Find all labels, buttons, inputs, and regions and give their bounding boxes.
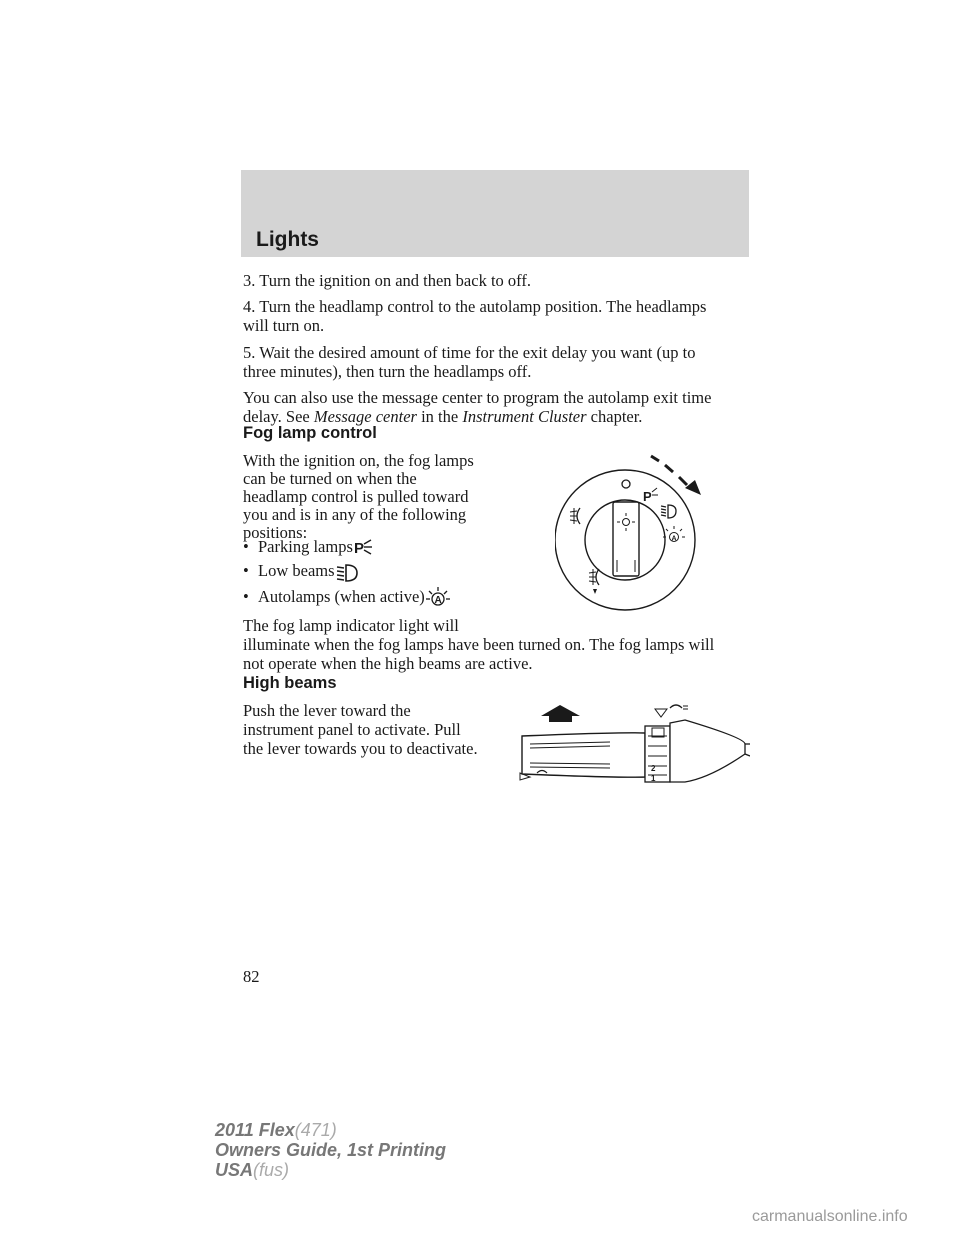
bullet-label: Parking lamps bbox=[258, 537, 353, 556]
bullet-dot: • bbox=[243, 586, 249, 606]
footer-line3 bbox=[215, 1160, 446, 1180]
bullet-label: Autolamps (when active) bbox=[258, 586, 425, 606]
low-beam-icon bbox=[335, 562, 359, 582]
svg-text:1: 1 bbox=[651, 774, 656, 783]
svg-text:P: P bbox=[353, 540, 364, 558]
text-run: delay. See bbox=[243, 407, 314, 426]
document-footer bbox=[215, 1120, 446, 1180]
parking-lamps-icon bbox=[353, 538, 375, 558]
high-beams-heading: High beams bbox=[243, 674, 337, 692]
bullet-dot: • bbox=[243, 537, 249, 556]
indicator-line1: The fog lamp indicator light will bbox=[243, 616, 459, 635]
high-beams-line3: the lever towards you to deactivate. bbox=[243, 739, 478, 758]
autolamp-icon bbox=[425, 586, 451, 610]
page-number: 82 bbox=[243, 967, 260, 986]
high-beams-line1: Push the lever toward the bbox=[243, 701, 411, 720]
bullet-autolamps bbox=[243, 586, 451, 610]
footer-region: USA bbox=[215, 1160, 254, 1180]
svg-text:A: A bbox=[434, 595, 442, 606]
step-4-line1: 4. Turn the headlamp control to the autolamp position. The headlamps bbox=[243, 297, 707, 316]
fog-intro-line3: headlamp control is pulled toward bbox=[243, 487, 469, 506]
step-5-line1: 5. Wait the desired amount of time for the exit delay you want (up to bbox=[243, 343, 696, 362]
step-5-line2: three minutes), then turn the headlamps off. bbox=[243, 362, 532, 381]
fog-intro-line5: positions: bbox=[243, 523, 308, 542]
bullet-low-beams bbox=[243, 561, 359, 582]
high-beams-line2: instrument panel to activate. Pull bbox=[243, 720, 461, 739]
svg-text:2: 2 bbox=[651, 764, 656, 773]
bullet-dot: • bbox=[243, 561, 249, 580]
headlamp-control-illustration bbox=[555, 450, 715, 620]
fog-lamp-heading: Fog lamp control bbox=[243, 424, 377, 442]
svg-text:P: P bbox=[643, 489, 652, 504]
instrument-cluster-link[interactable]: Instrument Cluster bbox=[462, 407, 587, 426]
bullet-label: Low beams bbox=[258, 561, 335, 580]
indicator-line2: illuminate when the fog lamps have been turned on. The fog lamps will bbox=[243, 635, 715, 654]
fog-intro-line1: With the ignition on, the fog lamps bbox=[243, 451, 474, 470]
text-run: chapter. bbox=[586, 407, 643, 426]
fog-intro-line4: you and is in any of the following bbox=[243, 505, 467, 524]
bullet-parking-lamps bbox=[243, 537, 375, 558]
chapter-title: Lights bbox=[256, 228, 319, 251]
footer-line1 bbox=[215, 1120, 446, 1140]
watermark: carmanualsonline.info bbox=[752, 1208, 908, 1225]
text-run: in the bbox=[416, 407, 463, 426]
footer-guide: Owners Guide, 1st Printing bbox=[215, 1140, 447, 1160]
fog-intro-line2: can be turned on when the bbox=[243, 469, 417, 488]
multifunction-lever-illustration bbox=[510, 698, 750, 790]
step-4-line2: will turn on. bbox=[243, 316, 325, 335]
footer-code: (471) bbox=[294, 1120, 337, 1140]
footer-line2 bbox=[215, 1140, 446, 1160]
indicator-line3: not operate when the high beams are active. bbox=[243, 654, 533, 673]
svg-text:A: A bbox=[671, 535, 677, 543]
message-center-line1: You can also use the message center to program the autolamp exit time bbox=[243, 388, 712, 407]
footer-model: 2011 Flex bbox=[215, 1120, 295, 1140]
message-center-link[interactable]: Message center bbox=[313, 407, 417, 426]
footer-region-code: (fus) bbox=[253, 1160, 290, 1180]
step-3: 3. Turn the ignition on and then back to off. bbox=[243, 271, 531, 290]
